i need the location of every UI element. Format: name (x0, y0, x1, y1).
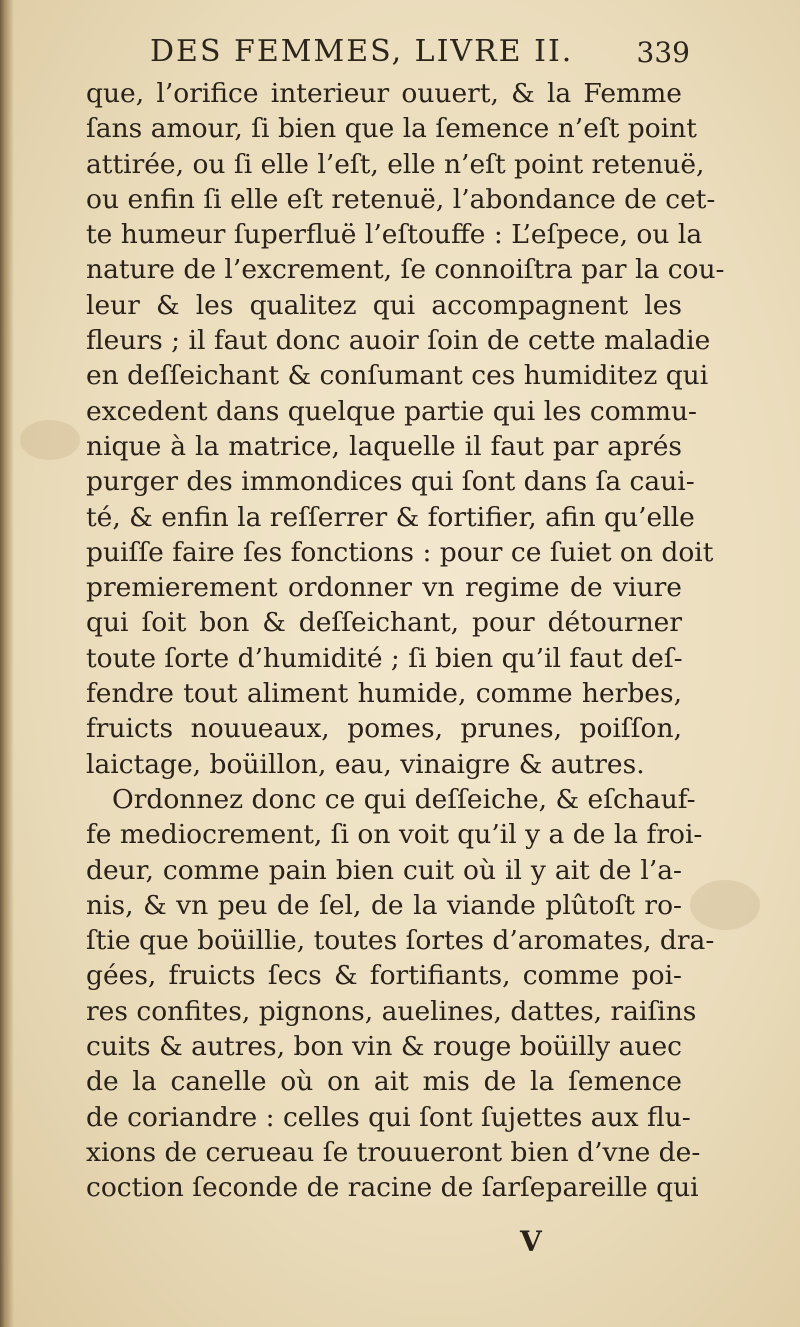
text-line: coction ſeconde de racine de ſarſepareille qui (86, 1172, 699, 1204)
text-line: gées, fruicts ſecs & fortifiants, comme poi- (86, 960, 682, 992)
page-number: 339 (636, 36, 690, 69)
text-line: leur & les qualitez qui accompagnent les (86, 289, 682, 321)
text-line: Ordonnez donc ce qui deſſeiche, & eſchauf- (112, 783, 696, 815)
text-line: fendre tout aliment humide, comme herbes, (86, 678, 682, 710)
text-line: deur, comme pain bien cuit où il y ait de l’a- (86, 854, 682, 886)
paper-stain (690, 880, 760, 930)
text-line: toute ſorte d’humidité ; ſi bien qu’il faut deſ- (86, 642, 683, 674)
text-line: puiſſe faire ſes fonctions : pour ce ſuiet on doit (86, 536, 714, 568)
text-line: premierement ordonner vn regime de viure (86, 572, 682, 604)
catchword: V (520, 1225, 542, 1258)
text-line: de coriandre : celles qui ſont ſujettes aux flu- (86, 1101, 691, 1133)
page-header (150, 34, 690, 78)
text-line: de la canelle où on ait mis de la ſemence (86, 1066, 682, 1098)
text-line: té, & enfin la reſſerrer & fortifier, afin qu’elle (86, 501, 695, 533)
text-line: ou enfin ſi elle eſt retenuë, l’abondance de cet- (86, 183, 716, 215)
text-line: ſtie que boüillie, toutes ſortes d’aromates, dra- (86, 925, 715, 957)
text-line: xions de cerueau ſe trouueront bien d’vne de- (86, 1136, 701, 1168)
paper-stain (20, 420, 80, 460)
text-line: que, l’orifice interieur ouuert, & la Femme (86, 78, 682, 109)
body-text (86, 76, 725, 1206)
text-line: purger des immondices qui ſont dans ſa caui- (86, 466, 695, 498)
text-line: nature de l’excrement, ſe connoiſtra par la cou- (86, 254, 725, 286)
text-line: nique à la matrice, laquelle il faut par aprés (86, 430, 682, 462)
text-line: qui ſoit bon & deſſeichant, pour détourner (86, 607, 682, 639)
text-line: excedent dans quelque partie qui les commu- (86, 395, 697, 427)
text-line: ſans amour, ſi bien que la ſemence n’eſt point (86, 113, 697, 145)
text-line: nis, & vn peu de ſel, de la viande plûtoſt ro- (86, 889, 682, 921)
text-line: fe mediocrement, ſi on voit qu’il y a de la froi- (86, 819, 703, 851)
text-line: en deſſeichant & conſumant ces humiditez qui (86, 360, 709, 392)
text-line: res confites, pignons, auelines, dattes, raiſins (86, 995, 697, 1027)
text-line: fleurs ; il faut donc auoir ſoin de cette maladie (86, 325, 711, 357)
text-line: te humeur ſuperfluë l’eſtouffe : L’eſpece, ou la (86, 219, 703, 251)
text-line: cuits & autres, bon vin & rouge boüilly auec (86, 1031, 682, 1063)
text-line: fruicts nouueaux, pomes, prunes, poiſſon, (86, 713, 682, 745)
running-title: DES FEMMES, LIVRE II. (150, 34, 574, 69)
page-binding-edge (0, 0, 14, 1327)
text-line: laictage, boüillon, eau, vinaigre & autres. (86, 748, 645, 780)
text-line: attirée, ou ſi elle l’eſt, elle n’eſt point retenuë, (86, 148, 705, 180)
